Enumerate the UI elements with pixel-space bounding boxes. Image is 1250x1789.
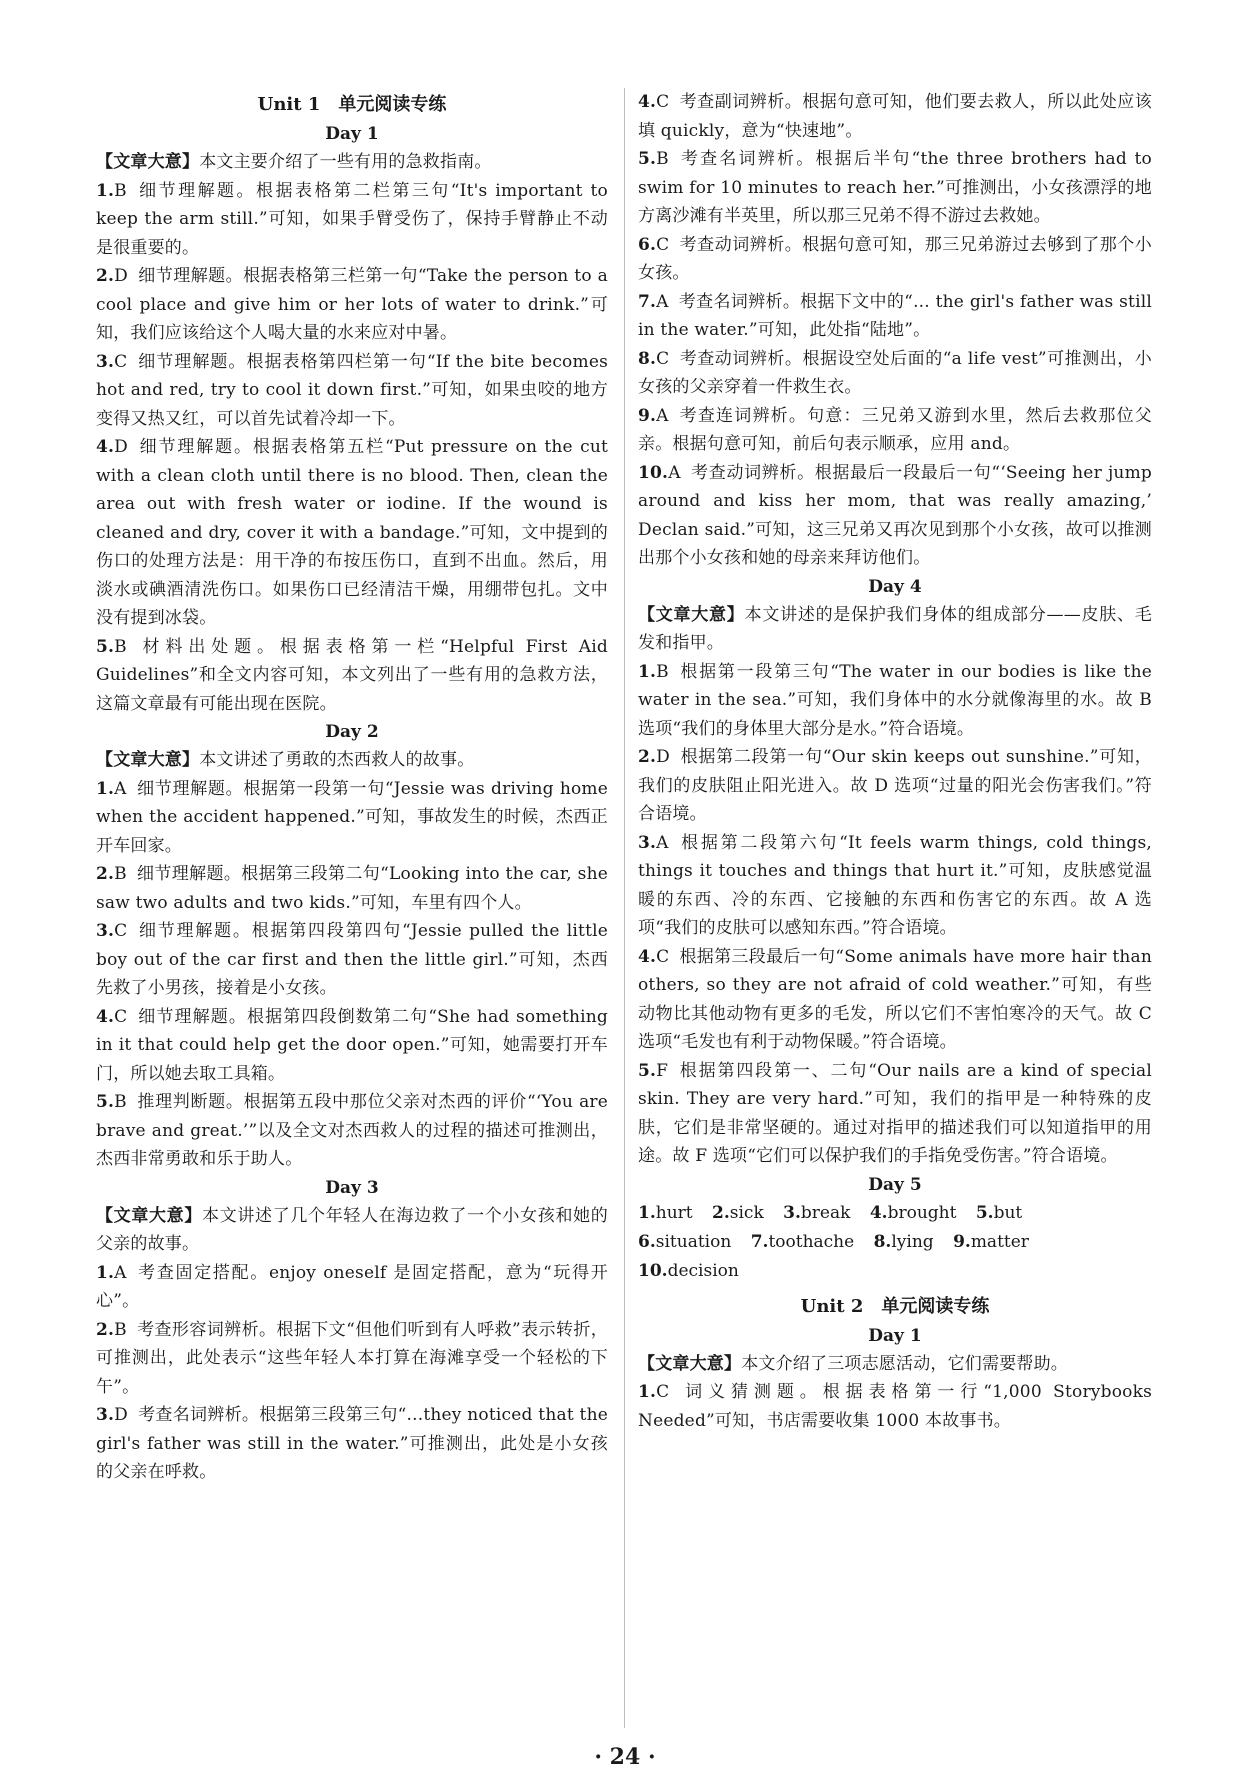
answer-letter: B	[114, 864, 127, 884]
item-number: 3.	[96, 921, 115, 941]
explanation: 细节理解题。根据表格第三栏第一句“Take the person to a cool place and give him or her lots of water to drink.”可知，我们应该给这个人喝大量的水来应对中暑。	[96, 266, 608, 343]
answer-item	[96, 1259, 608, 1316]
answer-item	[96, 1088, 608, 1174]
unit-title: Unit 1 单元阅读专练	[257, 94, 447, 115]
answer-item	[638, 288, 1152, 345]
explanation: 根据第三段最后一句“Some animals have more hair than others, so they are not afraid of cold weather.”可知，有些动物比其他动物有更多的毛发，所以它们不害怕寒冷的天气。故 C 选项“毛发也有利于动物保暖。”符合语境。	[638, 946, 1152, 1052]
item-number: 7.	[638, 291, 657, 312]
answer-item	[96, 917, 608, 1003]
answer-item	[638, 743, 1152, 829]
vocab-row	[638, 1199, 1152, 1228]
answer-letter: C	[114, 921, 128, 941]
summary-text: 本文主要介绍了一些有用的急救指南。	[199, 152, 492, 172]
item-number: 5.	[638, 149, 657, 169]
item-number: 3.	[96, 1405, 115, 1425]
answer-letter: A	[656, 405, 669, 426]
answer-item	[96, 633, 608, 719]
item-number: 5.	[96, 636, 115, 657]
explanation: 根据第四段第一、二句“Our nails are a kind of special skin. They are very hard.”可知，我们的指甲是一种特殊的皮肤，它们是非常坚硬的。通过对指甲的描述我们可以知道指甲的用途。故 F 选项“它们可以保护我们的手指免受伤害。”符合语境。	[638, 1060, 1152, 1166]
vocab-item: 7.toothache	[750, 1231, 855, 1252]
item-number: 3.	[638, 832, 657, 853]
vocab-row	[638, 1228, 1152, 1257]
answer-letter: A	[114, 1262, 127, 1283]
answer-item	[96, 860, 608, 917]
explanation: 考查动词辨析。根据设空处后面的“a life vest”可推测出，小女孩的父亲穿着一件救生衣。	[638, 348, 1152, 397]
day-title: Day 4	[868, 576, 922, 597]
answer-letter: C	[656, 1382, 670, 1402]
answer-letter: F	[656, 1060, 669, 1081]
answer-letter: D	[114, 266, 128, 286]
answer-item	[96, 433, 608, 633]
answer-letter: A	[656, 832, 669, 853]
answer-item	[638, 943, 1152, 1057]
day-title: Day 1	[325, 124, 379, 144]
answer-item	[638, 829, 1152, 943]
answer-item	[638, 1378, 1152, 1435]
explanation: 考查名词辨析。根据下文中的“... the girl's father was still in the water.”可知，此处指“陆地”。	[638, 291, 1152, 340]
unit-title: Unit 2 单元阅读专练	[800, 1295, 990, 1317]
answer-letter: D	[114, 437, 128, 457]
answer-item	[638, 345, 1152, 402]
item-number: 4.	[96, 1006, 115, 1027]
summary-tag: 【文章大意】	[96, 152, 200, 172]
explanation: 根据第二段第六句“It feels warm things, cold things, things it touches and things that hurt it.”可知，皮肤感觉温暖的东西、冷的东西、它接触的东西和伤害它的东西。故 A 选项“我们的皮肤可以感知东西。”符合语境。	[638, 832, 1152, 938]
summary	[96, 746, 608, 775]
explanation: 材料出处题。根据表格第一栏“Helpful First Aid Guidelines”和全文内容可知，本文列出了一些有用的急救方法，这篇文章最有可能出现在医院。	[96, 636, 608, 714]
explanation: 考查动词辨析。根据最后一段最后一句“‘Seeing her jump around and kiss her mom, that was really amazing,’ Declan said.”可知，这三兄弟又再次见到那个小女孩，故可以推测出那个小女孩和她的母亲来拜访他们。	[638, 462, 1152, 568]
vocab-item: 8.lying	[873, 1231, 934, 1252]
answer-letter: B	[114, 180, 127, 201]
item-number: 5.	[638, 1060, 657, 1081]
vocab-item: 4.brought	[869, 1202, 957, 1223]
item-number: 8.	[638, 348, 657, 369]
explanation: 考查副词辨析。根据句意可知，他们要去救人，所以此处应该填 quickly，意为“快速地”。	[638, 92, 1152, 141]
answer-item	[96, 1316, 608, 1402]
explanation: 考查连词辨析。句意：三兄弟又游到水里，然后去救那位父亲。根据句意可知，前后句表示顺承，应用 and。	[638, 405, 1152, 454]
answer-letter: B	[656, 661, 669, 682]
explanation: 考查固定搭配。enjoy oneself 是固定搭配，意为“玩得开心”。	[96, 1262, 608, 1311]
item-number: 3.	[96, 351, 115, 372]
explanation: 细节理解题。根据表格第二栏第三句“It's important to keep the arm still.”可知，如果手臂受伤了，保持手臂静止不动是很重要的。	[96, 180, 608, 258]
answer-letter: B	[114, 636, 127, 657]
answer-item	[96, 262, 608, 348]
explanation: 细节理解题。根据第三段第二句“Looking into the car, she saw two adults and two kids.”可知，车里有四个人。	[96, 864, 608, 913]
answer-item	[638, 145, 1152, 231]
left-column	[96, 88, 608, 1487]
item-number: 1.	[96, 180, 115, 201]
vocab-item: 10.decision	[638, 1260, 739, 1281]
explanation: 细节理解题。根据第一段第一句“Jessie was driving home when the accident happened.”可知，事故发生的时候，杰西正开车回家。	[96, 778, 608, 856]
answer-letter: A	[656, 291, 669, 312]
item-number: 1.	[96, 1262, 115, 1283]
item-number: 1.	[96, 778, 115, 799]
vocab-item: 2.sick	[712, 1202, 764, 1223]
summary-text: 本文讲述的是保护我们身体的组成部分——皮肤、毛发和指甲。	[638, 604, 1152, 653]
answer-letter: C	[656, 348, 670, 369]
summary	[96, 148, 608, 177]
vocab-item: 1.hurt	[638, 1202, 693, 1223]
answer-letter: B	[114, 1319, 127, 1340]
vocab-item: 5.but	[975, 1202, 1023, 1223]
vocab-row	[638, 1257, 1152, 1286]
answer-letter: C	[656, 946, 670, 967]
summary-tag: 【文章大意】	[96, 750, 200, 770]
item-number: 4.	[638, 946, 657, 967]
explanation: 根据第一段第三句“The water in our bodies is like the water in the sea.”可知，我们身体中的水分就像海里的水。故 B 选项“我们的身体里大部分是水。”符合语境。	[638, 661, 1152, 739]
day-title: Day 1	[868, 1325, 922, 1346]
item-number: 9.	[638, 405, 657, 426]
summary-tag: 【文章大意】	[96, 1205, 203, 1226]
answer-item	[638, 1057, 1152, 1171]
vocab-item: 6.situation	[638, 1231, 732, 1252]
explanation: 细节理解题。根据表格第五栏“Put pressure on the cut with a clean cloth until there is no blood. Then, clean the area out with fresh water or iodine. If the wound is cleaned and dry, cover it with a bandage.”可知，文中提到的伤口的处理方法是：用干净的布按压伤口，直到不出血。然后，用淡水或碘酒清洗伤口。如果伤口已经清洁干燥，用绷带包扎。文中没有提到冰袋。	[96, 437, 608, 628]
answer-letter: D	[114, 1405, 128, 1425]
answer-letter: B	[656, 149, 669, 169]
explanation: 考查名词辨析。根据后半句“the three brothers had to swim for 10 minutes to reach her.”可推测出，小女孩漂浮的地方离沙滩有半英里，所以那三兄弟不得不游过去救她。	[638, 149, 1152, 226]
answer-item	[96, 1003, 608, 1089]
answer-letter: A	[668, 462, 681, 483]
answer-item	[638, 231, 1152, 288]
day-title: Day 5	[868, 1174, 922, 1195]
answer-item	[638, 402, 1152, 459]
item-number: 2.	[638, 747, 657, 767]
summary	[638, 601, 1152, 658]
day-title: Day 3	[325, 1177, 379, 1198]
answer-item	[96, 1401, 608, 1487]
summary	[96, 1202, 608, 1259]
item-number: 2.	[96, 266, 115, 286]
answer-letter: C	[114, 1006, 128, 1027]
item-number: 2.	[96, 864, 115, 884]
explanation: 考查形容词辨析。根据下文“但他们听到有人呼救”表示转折，可推测出，此处表示“这些年轻人本打算在海滩享受一个轻松的下午”。	[96, 1319, 608, 1397]
answer-letter: D	[656, 747, 670, 767]
item-number: 1.	[638, 1382, 657, 1402]
explanation: 细节理解题。根据表格第四栏第一句“If the bite becomes hot and red, try to cool it down first.”可知，如果虫咬的地方变得又热又红，可以首先试着冷却一下。	[96, 351, 608, 429]
explanation: 推理判断题。根据第五段中那位父亲对杰西的评价“‘You are brave and great.’”以及全文对杰西救人的过程的描述可推测出，杰西非常勇敢和乐于助人。	[96, 1092, 608, 1169]
vocab-item: 9.matter	[953, 1231, 1029, 1252]
item-number: 5.	[96, 1092, 115, 1112]
item-number: 10.	[638, 462, 669, 483]
answer-item	[96, 348, 608, 434]
item-number: 4.	[638, 92, 657, 112]
explanation: 根据第二段第一句“Our skin keeps out sunshine.”可知，我们的皮肤阻止阳光进入。故 D 选项“过量的阳光会伤害我们。”符合语境。	[638, 747, 1152, 824]
item-number: 2.	[96, 1319, 115, 1340]
summary	[638, 1350, 1152, 1379]
item-number: 6.	[638, 234, 657, 255]
column-divider	[624, 88, 625, 1728]
answer-letter: C	[656, 234, 670, 255]
answer-letter: C	[114, 351, 128, 372]
summary-tag: 【文章大意】	[638, 1353, 742, 1374]
explanation: 细节理解题。根据第四段第四句“Jessie pulled the little boy out of the car first and then the little girl.”可知，杰西先救了小男孩，接着是小女孩。	[96, 921, 608, 998]
item-number: 1.	[638, 661, 657, 682]
summary-text: 本文讲述了勇敢的杰西救人的故事。	[199, 750, 475, 770]
explanation: 考查名词辨析。根据第三段第三句“...they noticed that the girl's father was still in the water.”可推测出，此处是小女孩的父亲在呼救。	[96, 1405, 608, 1482]
summary-text: 本文讲述了几个年轻人在海边救了一个小女孩和她的父亲的故事。	[96, 1205, 608, 1254]
vocab-item: 3.break	[783, 1202, 851, 1223]
summary-text: 本文介绍了三项志愿活动，它们需要帮助。	[741, 1353, 1069, 1374]
explanation: 考查动词辨析。根据句意可知，那三兄弟游过去够到了那个小女孩。	[638, 234, 1152, 283]
day-title: Day 2	[325, 722, 379, 742]
right-column	[638, 88, 1152, 1435]
explanation: 细节理解题。根据第四段倒数第二句“She had something in it that could help get the door open.”可知，她需要打开车门，所以她去取工具箱。	[96, 1006, 608, 1084]
summary-tag: 【文章大意】	[638, 604, 745, 625]
page-number: · 24 ·	[594, 1744, 656, 1770]
item-number: 4.	[96, 437, 115, 457]
answer-item	[638, 658, 1152, 744]
answer-item	[96, 177, 608, 263]
explanation: 词义猜测题。根据表格第一行“1,000 Storybooks Needed”可知，书店需要收集 1000 本故事书。	[638, 1382, 1152, 1431]
answer-letter: C	[656, 92, 670, 112]
answer-item	[96, 775, 608, 861]
answer-letter: A	[114, 778, 127, 799]
answer-item	[638, 88, 1152, 145]
answer-letter: B	[114, 1092, 127, 1112]
answer-item	[638, 459, 1152, 573]
